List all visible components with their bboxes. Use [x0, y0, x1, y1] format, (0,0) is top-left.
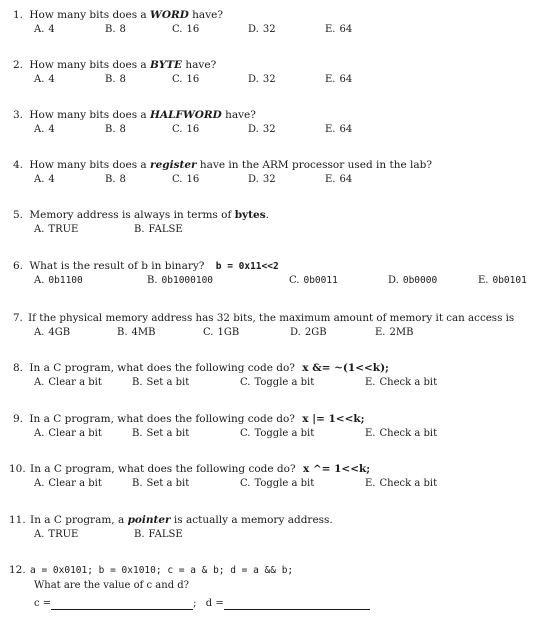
emphasis-term: bytes [234, 209, 266, 221]
option-b[interactable]: B. 0b1000100 [147, 275, 214, 286]
option-e[interactable]: E. 64 [325, 24, 353, 35]
option-a[interactable]: A. 4 [34, 124, 55, 135]
option-e[interactable]: E. Check a bit [365, 478, 438, 489]
question-stem [13, 9, 223, 22]
option-a[interactable]: A. TRUE [34, 529, 79, 540]
code-snippet: x |= 1<<k; [302, 413, 365, 425]
option-e[interactable]: E. 64 [325, 174, 353, 185]
option-d[interactable]: D. 32 [248, 124, 276, 135]
emphasis-term: HALFWORD [150, 109, 222, 121]
option-a[interactable]: A. 0b1100 [34, 275, 83, 286]
question-stem: 8. In a C program, what does the following code do? x &= ~(1<<k); [13, 362, 389, 374]
question-number: 1. [13, 9, 24, 21]
option-b[interactable]: B. FALSE [134, 529, 183, 540]
option-c[interactable]: C. 16 [172, 124, 200, 135]
d-answer-field[interactable] [224, 599, 370, 610]
answer-options [0, 326, 545, 339]
emphasis-term: BYTE [150, 59, 183, 71]
option-b[interactable]: B. 4MB [117, 327, 156, 338]
code-snippet: a = 0x0101; b = 0x1010; c = a & b; d = a && b; [30, 565, 294, 576]
answer-options [0, 528, 545, 541]
emphasis-term: pointer [127, 514, 171, 526]
option-d[interactable]: D. 32 [248, 24, 276, 35]
answer-options [0, 123, 545, 136]
option-d[interactable]: D. 2GB [290, 327, 327, 338]
option-a[interactable]: A. TRUE [34, 224, 79, 235]
option-e[interactable]: E. Check a bit [365, 428, 438, 439]
question-stem: 9. In a C program, what does the following code do? x |= 1<<k; [13, 413, 365, 425]
option-c[interactable]: C. 16 [172, 74, 200, 85]
option-b[interactable]: B. Set a bit [132, 428, 190, 439]
answer-options [0, 274, 545, 287]
option-e[interactable]: E. 2MB [375, 327, 414, 338]
option-a[interactable]: A. Clear a bit [34, 377, 102, 388]
option-b[interactable]: B. 8 [105, 174, 126, 185]
answer-options [0, 73, 545, 86]
option-b[interactable]: B. Set a bit [132, 478, 190, 489]
question-text: What are the value of c and d? [34, 580, 190, 591]
option-c[interactable]: C. Toggle a bit [240, 478, 315, 489]
option-a[interactable]: A. 4GB [34, 327, 71, 338]
code-snippet: x ^= 1<<k; [302, 463, 371, 475]
emphasis-term: WORD [150, 9, 189, 21]
c-label: c = [34, 598, 52, 609]
question-stem: 6. What is the result of b in binary? b = 0x11<<2 [13, 260, 279, 272]
question-stem: 2. How many bits does a BYTE have? [13, 59, 217, 71]
option-d[interactable]: D. 32 [248, 174, 276, 185]
question-text: have? [188, 9, 223, 21]
option-d[interactable]: D. 32 [248, 74, 276, 85]
option-b[interactable]: B. 8 [105, 124, 126, 135]
question-stem: 10. In a C program, what does the following code do? x ^= 1<<k; [9, 463, 371, 475]
answer-options [0, 477, 545, 490]
option-a[interactable]: A. Clear a bit [34, 478, 102, 489]
question-stem: 11. In a C program, a pointer is actually a memory address. [9, 514, 333, 526]
answer-options [0, 173, 545, 186]
option-a[interactable]: A. 4 [34, 24, 55, 35]
question-stem: 12. a = 0x0101; b = 0x1010; c = a & b; d = a && b; [9, 564, 294, 576]
question-stem: 5. Memory address is always in terms of bytes. [13, 209, 269, 221]
option-e[interactable]: E. Check a bit [365, 377, 438, 388]
option-b[interactable]: B. FALSE [134, 224, 183, 235]
question-stem: 4. How many bits does a register have in the ARM processor used in the lab? [13, 159, 432, 171]
question-stem: 7. If the physical memory address has 32 bits, the maximum amount of memory it can access is [13, 312, 515, 324]
option-e[interactable]: E. 0b0101 [478, 275, 527, 286]
answer-options [0, 427, 545, 440]
option-b[interactable]: B. 8 [105, 24, 126, 35]
code-snippet: b = 0x11<<2 [215, 261, 279, 272]
option-a[interactable]: A. Clear a bit [34, 428, 102, 439]
code-snippet: x &= ~(1<<k); [302, 362, 389, 374]
option-a[interactable]: A. 4 [34, 74, 55, 85]
option-a[interactable]: A. 4 [34, 174, 55, 185]
separator: ; [193, 598, 197, 609]
answer-blanks [34, 597, 370, 610]
option-c[interactable]: C. 16 [172, 24, 200, 35]
option-b[interactable]: B. 8 [105, 74, 126, 85]
question-stem: 3. How many bits does a HALFWORD have? [13, 109, 256, 121]
c-answer-field[interactable] [51, 599, 193, 610]
question-text: How many bits does a [29, 9, 151, 21]
option-c[interactable]: C. Toggle a bit [240, 377, 315, 388]
d-label: d = [205, 598, 224, 609]
answer-options [0, 23, 545, 36]
option-e[interactable]: E. 64 [325, 124, 353, 135]
emphasis-term: register [150, 159, 197, 171]
option-e[interactable]: E. 64 [325, 74, 353, 85]
option-c[interactable]: C. Toggle a bit [240, 428, 315, 439]
option-c[interactable]: C. 16 [172, 174, 200, 185]
option-c[interactable]: C. 0b0011 [289, 275, 338, 286]
option-d[interactable]: D. 0b0000 [388, 275, 438, 286]
option-c[interactable]: C. 1GB [203, 327, 240, 338]
answer-options [0, 376, 545, 389]
answer-options [0, 223, 545, 236]
option-b[interactable]: B. Set a bit [132, 377, 190, 388]
